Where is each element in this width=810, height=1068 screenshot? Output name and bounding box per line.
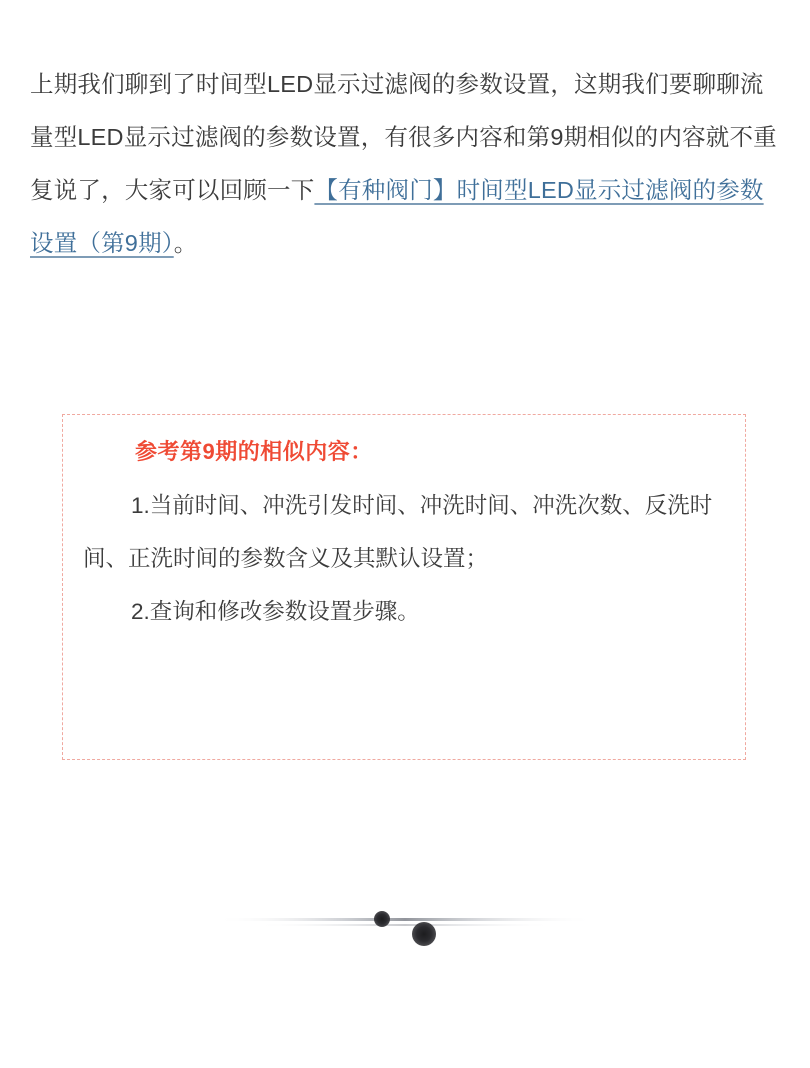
intro-text-before-link: 上期我们聊到了时间型LED显示过滤阀的参数设置，这期我们要聊聊流量型LED显示过滤阀的参数设置，有很多内容和第9期相似的内容就不重复说了，大家可以回顾一下 bbox=[30, 70, 777, 203]
intro-paragraph bbox=[30, 58, 782, 270]
intro-text-after-link: 。 bbox=[173, 229, 198, 256]
reference-list-item: 1.当前时间、冲洗引发时间、冲洗时间、冲洗次数、反洗时间、正洗时间的参数含义及其默认设置； bbox=[83, 493, 713, 571]
reference-box-body bbox=[83, 479, 731, 638]
reference-list-item: 2.查询和修改参数设置步骤。 bbox=[131, 599, 420, 624]
related-article-link[interactable]: 【有种阀门】时间型LED显示过滤阀的参数设置（第9期） bbox=[30, 176, 764, 256]
reference-callout-box bbox=[62, 414, 746, 760]
ornamental-dot-divider-icon bbox=[0, 880, 810, 980]
reference-box-title: 参考第9期的相似内容： bbox=[135, 439, 373, 464]
